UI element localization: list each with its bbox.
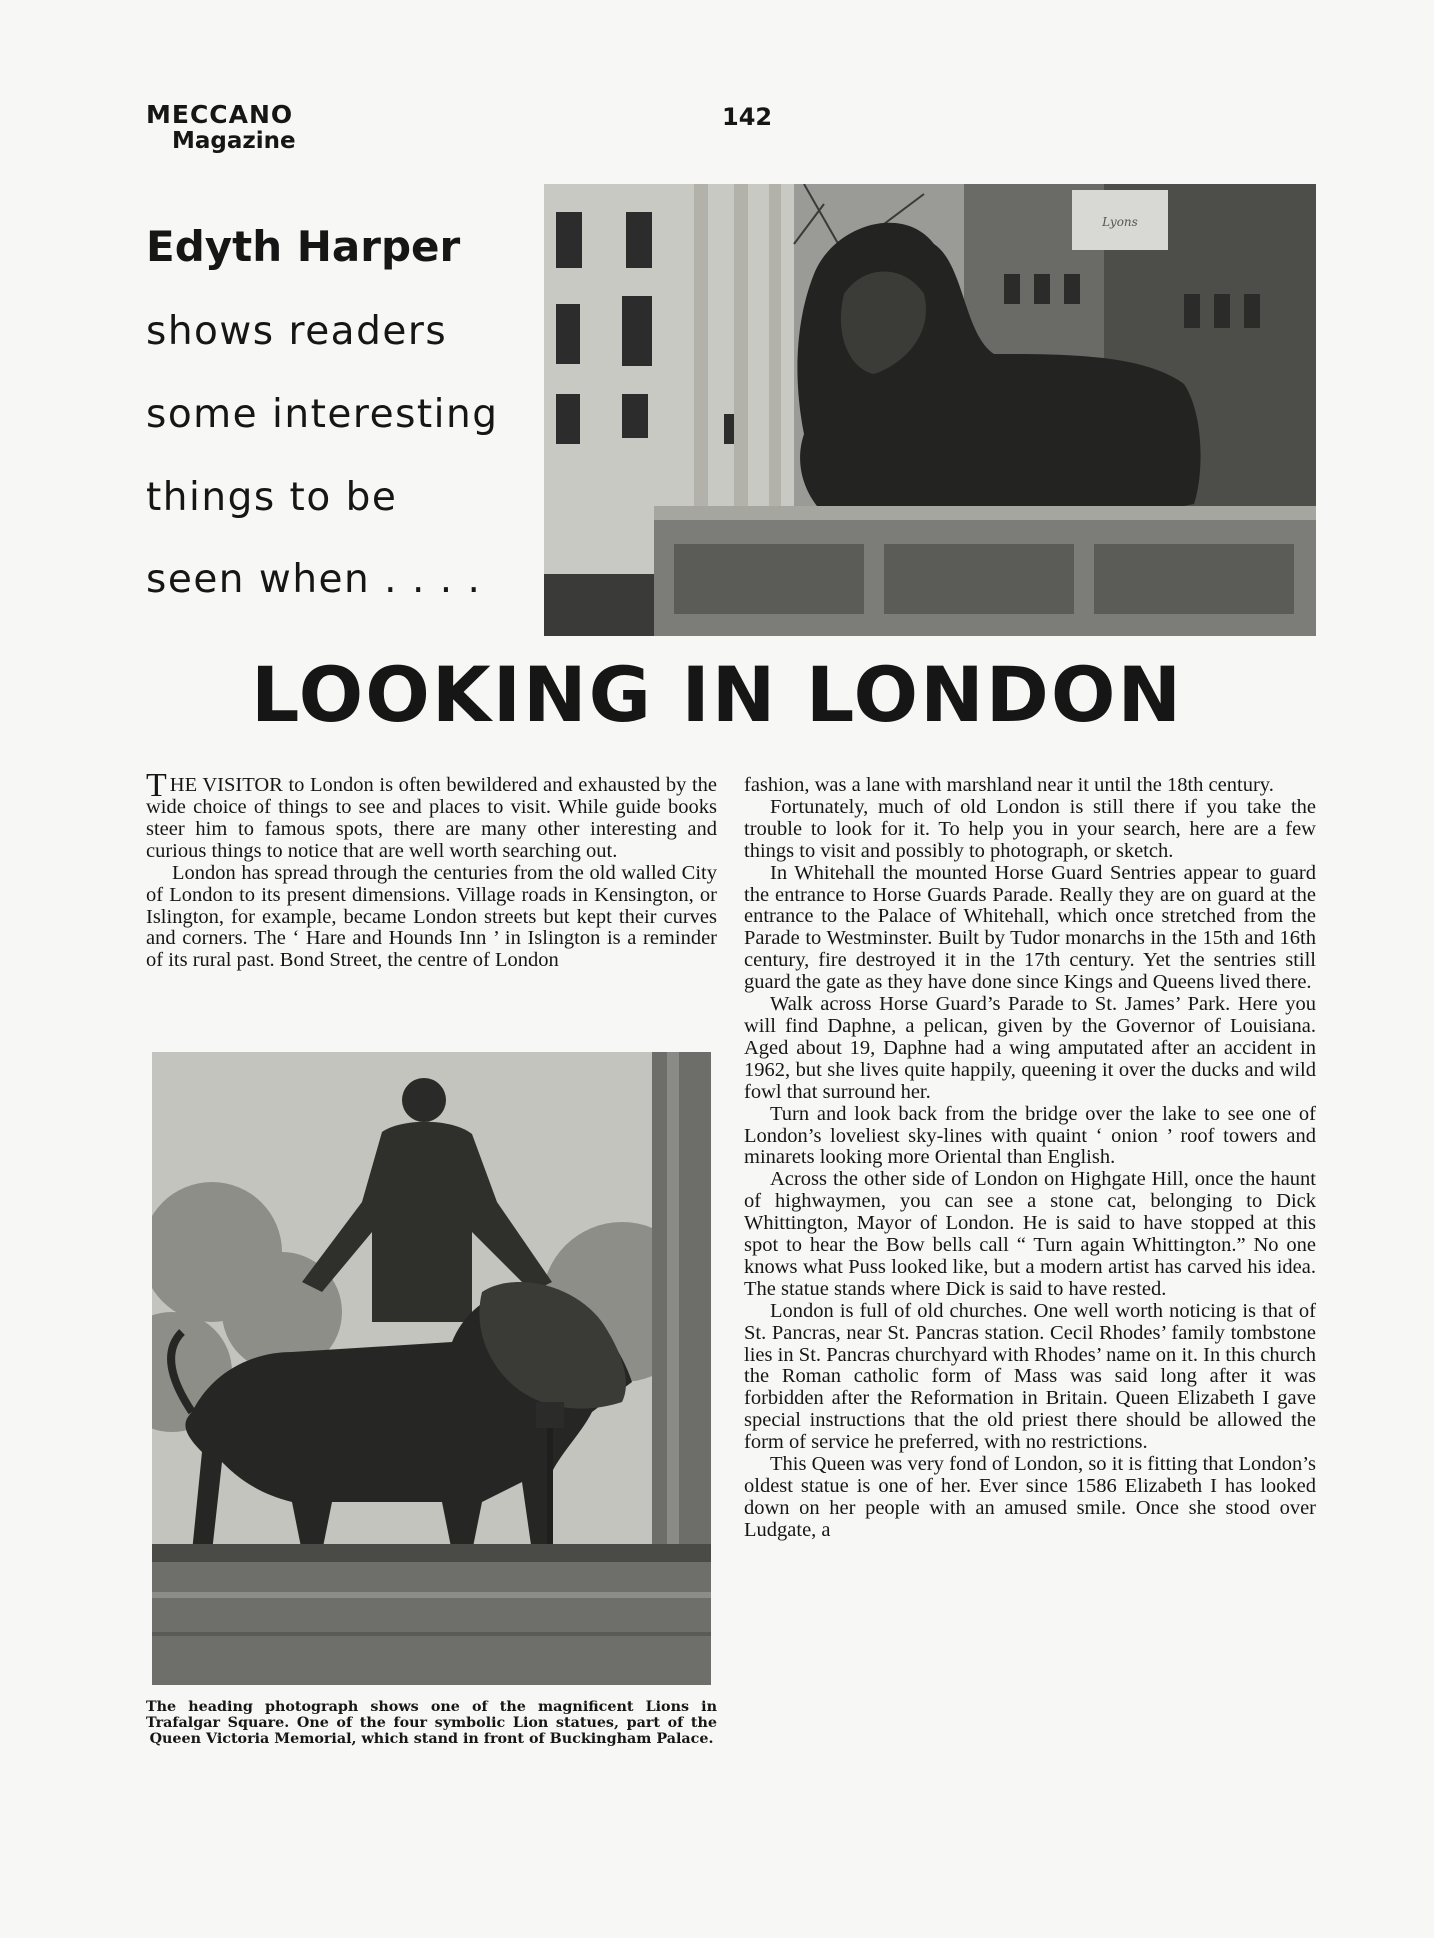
author-name: Edyth Harper <box>146 222 461 271</box>
drop-cap: T <box>146 767 167 804</box>
headline: LOOKING IN LONDON <box>250 650 1184 739</box>
intro-line-2: some interesting <box>146 392 499 437</box>
article-paragraph: Across the other side of London on Highgate Hill, once the haunt of highwaymen, you can see a stone cat, belonging to Dick Whittington, Mayor of London. He is said to have stopped at this spot to hear the Bow bells call “ Turn again Whittington.” No one knows what Puss looked like, but a modern artist has carved his idea. The statue stands where Dick is said to have rested. <box>744 1168 1316 1300</box>
masthead <box>146 101 296 154</box>
article-paragraph: London has spread through the centuries from the old walled City of London to its present dimensions. Village roads in Kensington, or Islington, for example, became London streets but kept their curves and corners. The ‘ Hare and Hounds Inn ’ in Islington is a reminder of its rural past. Bond Street, the centre of London <box>146 861 717 972</box>
page-number: 142 <box>722 103 773 131</box>
article-paragraph: Turn and look back from the bridge over the lake to see one of London’s loveliest sky-lines with quaint ‘ onion ’ roof towers and minarets looking more Oriental than English. <box>744 1102 1316 1169</box>
article-paragraph: Walk across Horse Guard’s Parade to St. James’ Park. Here you will find Daphne, a pelican, given by the Governor of Louisiana. Aged about 19, Daphne had a wing amputated after an accident in 1962, but she lives quite happily, queening it over the ducks and wild fowl that surround her. <box>744 993 1316 1103</box>
svg-text:Lyons: Lyons <box>1102 215 1138 229</box>
article-paragraph: In Whitehall the mounted Horse Guard Sentries appear to guard the entrance to Horse Guards Parade. Really they are on guard at the entrance to the Palace of Whitehall, which once stretched from the Parade to Westminster. Built by Tudor monarchs in the 15th and 16th century, fire destroyed it in the 17th century. Yet the sentries still guard the gate as they have done since Kings and Queens lived there. <box>744 861 1316 994</box>
article-paragraph: Fortunately, much of old London is still there if you take the trouble to look for it. To help you in your search, here are a few things to visit and possibly to photograph, or sketch. <box>744 795 1316 862</box>
article-paragraph: London is full of old churches. One well worth noticing is that of St. Pancras, near St. Pancras station. Cecil Rhodes’ family tombstone lies in St. Pancras churchyard with Rhodes’ name on it. In this church the Roman catholic form of Mass was said long after it was forbidden after the Reformation in Britain. Queen Elizabeth I gave special instructions that the old priest there should be allowed the form of service he preferred, with no restrictions. <box>744 1299 1316 1454</box>
article-paragraph: fashion, was a lane with marshland near it until the 18th century. <box>744 774 1274 796</box>
article-column-right <box>744 775 1316 1542</box>
lion-photo-trafalgar <box>544 184 1316 636</box>
article-paragraph: THE VISITOR to London is often bewildered and exhausted by the wide choice of things to see and places to visit. While guide books steer him to famous spots, there are many other interesting and curious things to notice that are well worth searching out. <box>146 767 717 862</box>
photo-caption: The heading photograph shows one of the magnificent Lions in Trafalgar Square. One of the four symbolic Lion statues, part of the Queen Victoria Memorial, which stand in front of Buckingham Palace. <box>146 1699 717 1747</box>
article-column-left <box>146 767 717 972</box>
masthead-subtitle: Magazine <box>172 127 296 154</box>
lion-photo-victoria-memorial <box>152 1052 711 1685</box>
intro-line-4: seen when . . . . <box>146 557 482 602</box>
article-paragraph: This Queen was very fond of London, so it is fitting that London’s oldest statue is one of her. Ever since 1586 Elizabeth I has looked down on her people with an amused smile. Once she stood over Ludgate, a <box>744 1453 1316 1541</box>
intro-line-3: things to be <box>146 475 398 520</box>
masthead-title: MECCANO <box>146 100 294 129</box>
intro-line-1: shows readers <box>146 309 448 354</box>
